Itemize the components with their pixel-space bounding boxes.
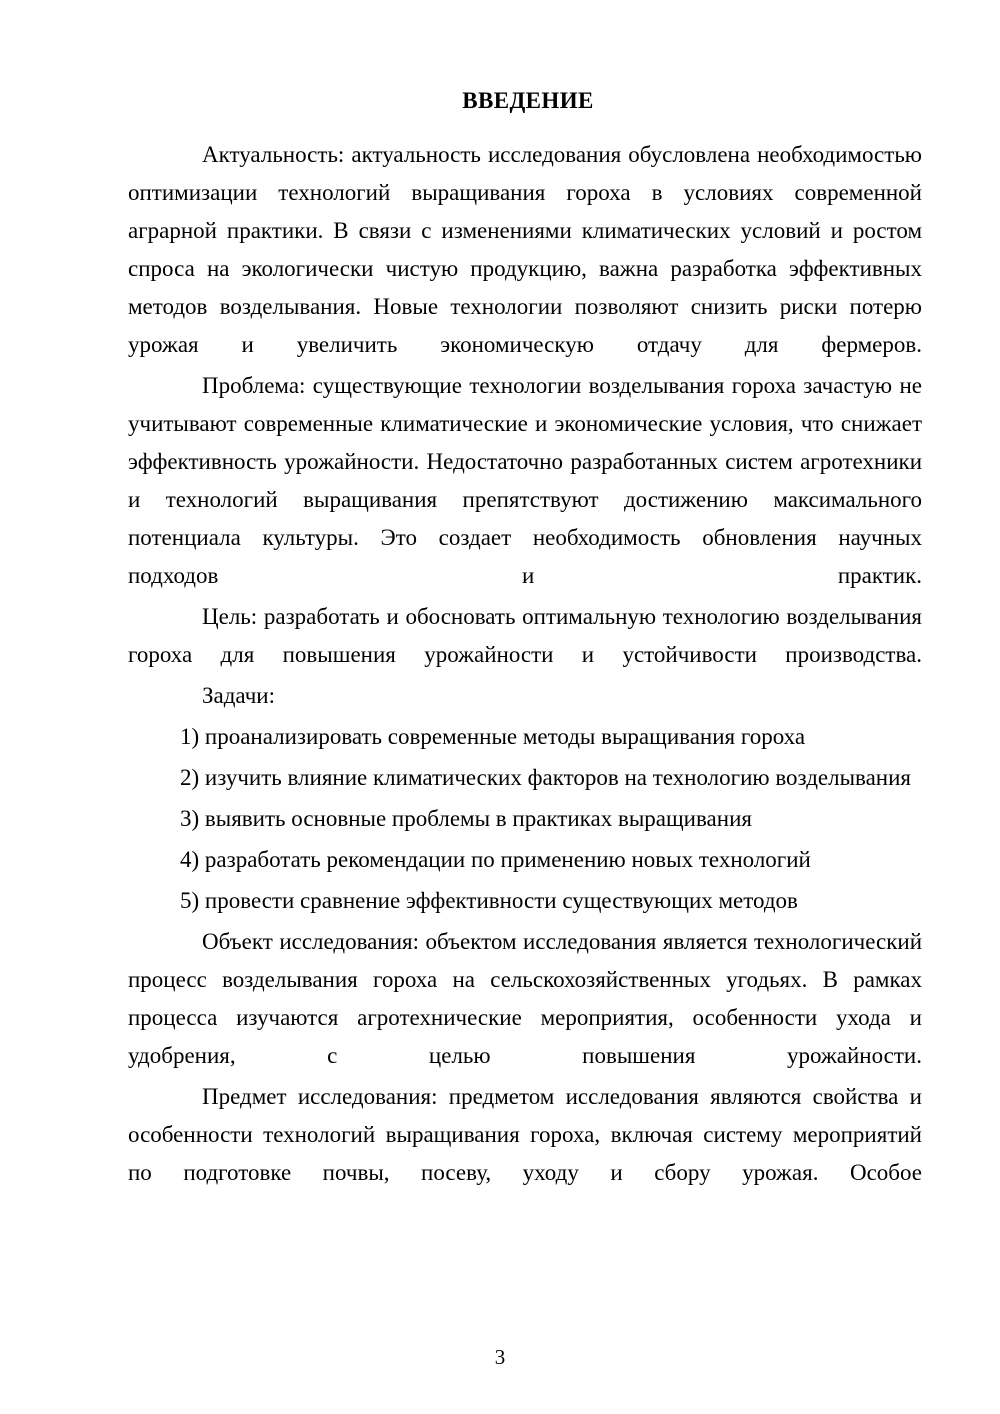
task-item-2: 2) изучить влияние климатических факторов на технологию возделывания xyxy=(180,765,912,790)
task-item-5: 5) провести сравнение эффективности существующих методов xyxy=(180,888,798,913)
paragraph-subject: Предмет исследования: предметом исследования являются свойства и особенности технологий выращивания гороха, включая систему мероприятий по подготовке почвы, посеву, уходу и сбору урожая. Особое xyxy=(128,1084,922,1185)
paragraph-goal: Цель: разработать и обосновать оптимальную технологию возделывания гороха для повышения урожайности и устойчивости производства. xyxy=(128,604,922,667)
paragraph-problem: Проблема: существующие технологии возделывания гороха зачастую не учитывают современные климатические и экономические условия, что снижает эффективность урожайности. Недостаточно разработанных систем агротехники и технологий выращивания препятствуют достижению максимального потенциала культуры. Это создает необходимость обновления научных подходов и практик. xyxy=(128,373,922,588)
paragraph-relevance: Актуальность: актуальность исследования обусловлена необходимостью оптимизации технологий выращивания гороха в условиях современной аграрной практики. В связи с изменениями климатических условий и ростом спроса на экологически чистую продукцию, важна разработка эффективных методов возделывания. Новые технологии позволяют снизить риски потерю урожая и увеличить экономическую отдачу для фермеров. xyxy=(128,142,922,357)
task-item-3: 3) выявить основные проблемы в практиках выращивания xyxy=(180,806,752,831)
task-item-1: 1) проанализировать современные методы выращивания гороха xyxy=(180,724,806,749)
page-title: ВВЕДЕНИЕ xyxy=(462,88,594,113)
page-number: 3 xyxy=(494,1345,506,1369)
task-item-4: 4) разработать рекомендации по применению новых технологий xyxy=(180,847,811,872)
paragraph-object: Объект исследования: объектом исследования является технологический процесс возделывания гороха на сельскохозяйственных угодьях. В рамках процесса изучаются агротехнические мероприятия, особенности ухода и удобрения, с целью повышения урожайности. xyxy=(128,929,922,1068)
tasks-heading: Задачи: xyxy=(202,683,275,708)
